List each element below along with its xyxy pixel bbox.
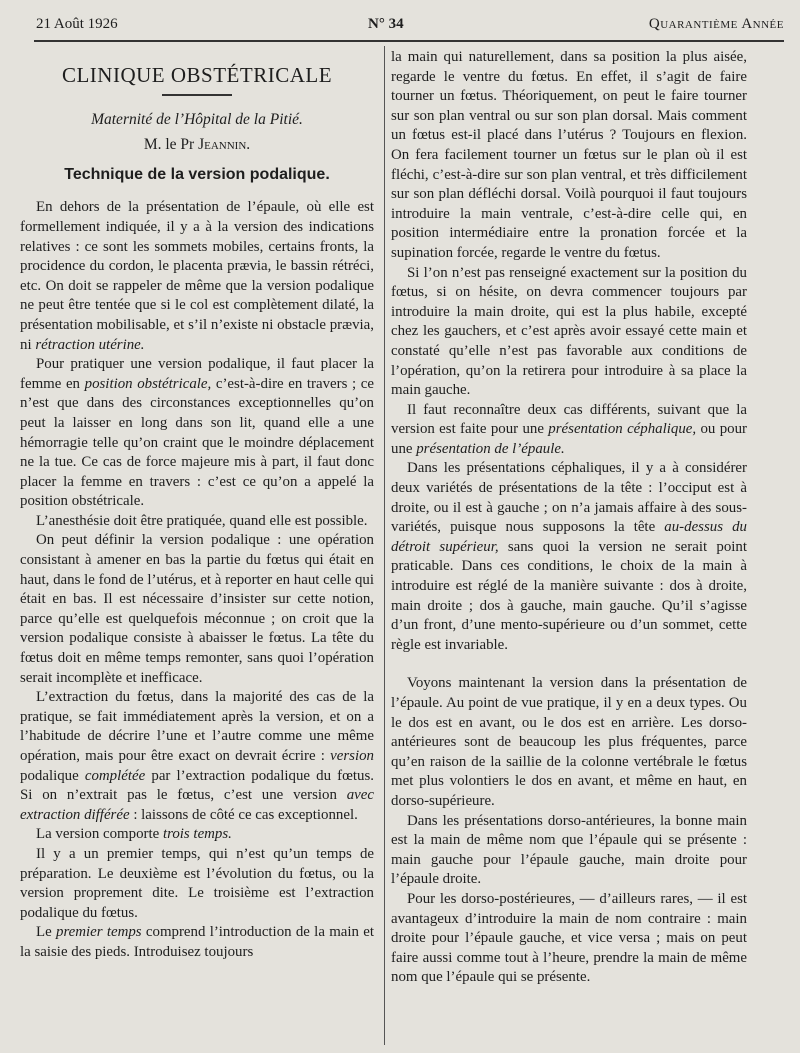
paragraph: Dans les présentations dorso-antérieures, la bonne main est la main de même nom que l’épaule qui se présente : main gauche pour l’épaule gauche, main droite pour l’épaule droite. bbox=[391, 812, 747, 888]
section-heading: Technique de la version podalique. bbox=[64, 165, 330, 183]
page-header bbox=[34, 14, 784, 42]
paragraph: Voyons maintenant la version dans la présentation de l’épaule. Au point de vue pratique, il y en a deux types. Ou le dos est en avant, ou le dos est en arrière. Les dorso-antérieures sont de beaucoup les plus fréquentes, parce qu’en raison de la saillie de la colonne vertébrale le fœtus met plus volontiers le dos en avant, et même en haut, en dorso-supérieure. bbox=[391, 675, 747, 809]
article-title: CLINIQUE OBSTÉTRICALE bbox=[61, 63, 333, 87]
paragraph: la main qui naturellement, dans sa position la plus aisée, regarde le ventre du fœtus. En effet, il s’agit de faire tourner un fœtus. Théoriquement, on peut le faire tourner sur son plan ventral ou sur son plan dorsal. Mais comment un fœtus est-il placé dans l’utérus ? Toujours en flexion. On fera facilement tourner un fœtus sur le plan où il est fléchi, c’est-à-dire sur son plan ventral, et très difficilement sur son plan défléchi dorsal. Voilà pourquoi il faut toujours introduire la main ventrale, c’est-à-dire celle qui, en position intermédiaire entre la pronation forcée et la supination forcée, regarde le ventre du fœtus. bbox=[391, 49, 747, 261]
paragraph: Pour pratiquer une version podalique, il faut placer la femme en position obstétricale, c’est-à-dire en travers ; ce n’est que dans des circonstances exceptionnelles qu’on peut la laisser en long dans son lit, quand elle a une hémorragie telle qu’on craint que le moindre déplacement ne la tue. Ce cas de force majeure mis à part, il faut donc placer la femme en travers : c’est ce qu’on a appelé la position obstétricale. bbox=[20, 356, 374, 510]
right-column bbox=[391, 48, 747, 988]
paragraph: Dans les présentations céphaliques, il y a à considérer deux variétés de présentations de la tête : l’occiput est à droite, ou il est à gauche ; on n’a jamais affaire à des sous-variétés, puisque nous supposons la tête au-dessus du détroit supérieur, sans quoi la version ne serait point praticable. Dans ces conditions, le choix de la main à introduire est réglé de la manière suivante : dos à droite, main droite ; dos à gauche, main gauche. Qu’il s’agisse d’un front, d’une mento-supérieure ou d’un sommet, cette règle est invariable. bbox=[391, 460, 747, 653]
paragraph: En dehors de la présentation de l’épaule, où elle est formellement indiquée, il y a à la version des indications relatives : ce sont les sommets mobiles, certains fronts, la procidence du cordon, le placenta prævia, le bassin rétréci, etc. On doit se rappeler de même que la version podalique ne peut être tentée que si le col est complètement dilaté, la présentation mobilisable, et s’il n’existe ni obstacle prævia, ni rétraction utérine. bbox=[20, 199, 374, 353]
paragraph-gap bbox=[391, 655, 747, 674]
paragraph: Pour les dorso-postérieures, — d’ailleurs rares, — il est avantageux d’introduire la main de nom contraire : main droite pour l’épaule gauche, et vice versa ; mais on peut faire aussi comme tout à l’heure, prendre la main de même nom que l’épaule qui se présente. bbox=[391, 890, 747, 986]
paragraph: Il y a un premier temps, qui n’est qu’un temps de préparation. Le deuxième est l’évolution du fœtus, ou la version proprement dite. Le troisième est l’extraction podalique du fœtus. bbox=[20, 845, 374, 921]
paragraph: Si l’on n’est pas renseigné exactement sur la position du fœtus, si on hésite, on devra commencer toujours par introduire la main droite, qui est la plus habile, excepté chez les gauchers, et c’est après avoir essayé cette main et constaté qu’elle n’est pas favorable aux conditions de l’opération, qu’on la retirera pour introduire à sa place la main gauche. bbox=[391, 264, 747, 399]
issue-date: 21 Août 1926 bbox=[36, 16, 118, 32]
issue-number: N° 34 bbox=[368, 16, 404, 32]
column-divider bbox=[384, 46, 385, 1045]
title-rule bbox=[162, 94, 232, 96]
paragraph: On peut définir la version podalique : une opération consistant à amener en bas la partie du fœtus qui était en haut, dans le fond de l’utérus, et à reporter en haut celle qui était en bas. Il est nécessaire d’insister sur cette notion, parce qu’elle est quelquefois méconnue ; on croit que la version podalique consiste à abaisser le fœtus. La tête du fœtus doit en même temps remonter, sans quoi l’opération serait incomplète et inefficace. bbox=[20, 532, 374, 686]
paragraph: L’extraction du fœtus, dans la majorité des cas de la pratique, se fait immédiatement après la version, et on a l’habitude de décrire l’une et l’autre comme une même opération, mais pour être exact on devrait écrire : version podalique complétée par l’extraction podalique du fœtus. Si on n’extrait pas le fœtus, c’est une version avec extraction différée : laissons de côté ce cas exceptionnel. bbox=[20, 689, 374, 823]
left-column bbox=[20, 48, 374, 963]
publication-year: Quarantième Année bbox=[648, 16, 784, 32]
paragraph: La version comporte trois temps. bbox=[36, 826, 232, 843]
paragraph: Il faut reconnaître deux cas différents, suivant que la version est faite pour une présentation céphalique, ou pour une présentation de l’épaule. bbox=[391, 401, 747, 457]
paragraph: Le premier temps comprend l’introduction de la main et la saisie des pieds. Introduisez toujours bbox=[20, 924, 374, 960]
article-subtitle: Maternité de l’Hôpital de la Pitié. bbox=[91, 110, 303, 128]
article-author: M. le Pr Jeannin. bbox=[143, 136, 251, 154]
paragraph: L’anesthésie doit être pratiquée, quand elle est possible. bbox=[36, 512, 368, 529]
